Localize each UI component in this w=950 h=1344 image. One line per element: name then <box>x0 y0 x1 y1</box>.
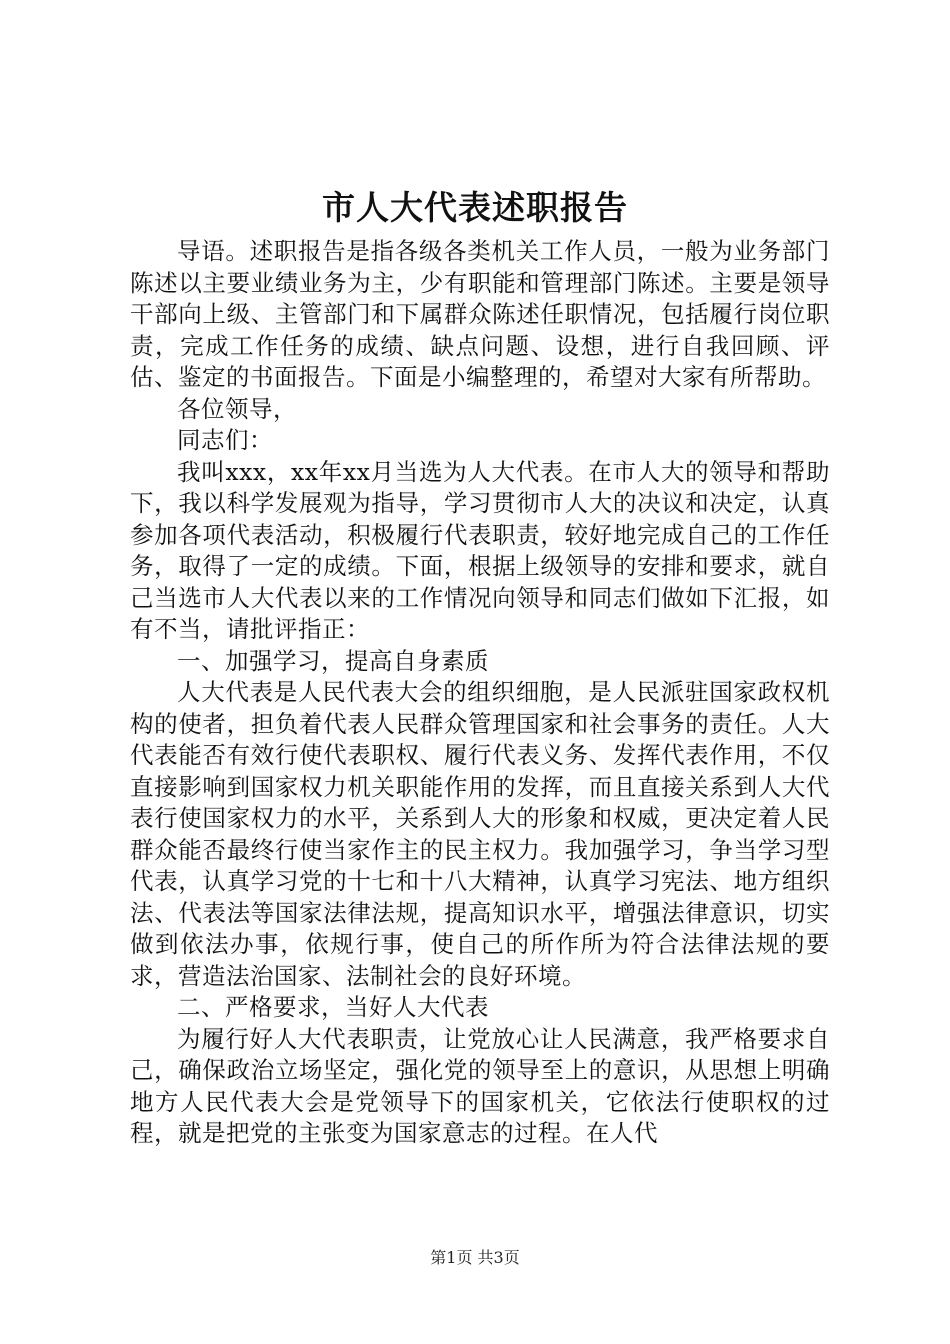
salutation-comrades: 同志们： <box>177 426 273 454</box>
salutation-leaders: 各位领导， <box>177 394 297 423</box>
section-1-paragraph: 人大代表是人民代表大会的组织细胞，是人民派驻国家政权机构的使者，担负着代表人民群众管理国家和社会事务的责任。人大代表能否有效行使代表职权、履行代表义务、发挥代表作用，不仅直接影响到国家权力机关职能作用的发挥，而且直接关系到人大代表行使国家权力的水平，关系到人大的形象和权威，更决定着人民群众能否最终行使当家作主的民主权力。我加强学习，争当学习型代表，认真学习党的十七和十八大精神，认真学习宪法、地方组织法、代表法等国家法律法规，提高知识水平，增强法律意识，切实做到依法办事，依规行事，使自己的所作所为符合法律法规的要求，营造法治国家、法制社会的良好环境。 <box>130 678 830 990</box>
section-2-paragraph: 为履行好人大代表职责，让党放心让人民满意，我严格要求自己，确保政治立场坚定，强化党的领导至上的意识，从思想上明确地方人民代表大会是党领导下的国家机关，它依法行使职权的过程，就是把党的主张变为国家意志的过程。在人代 <box>130 1024 830 1147</box>
document-body <box>130 236 830 1150</box>
document-title: 市人大代表述职报告 <box>322 188 628 227</box>
section-heading-1: 一、加强学习，提高自身素质 <box>177 646 489 675</box>
opening-paragraph: 我叫xxx，xx年xx月当选为人大代表。在市人大的领导和帮助下，我以科学发展观为指导，学习贯彻市人大的决议和决定，认真参加各项代表活动，积极履行代表职责，较好地完成自己的工作任务，取得了一定的成绩。下面，根据上级领导的安排和要求，就自己当选市人大代表以来的工作情况向领导和同志们做如下汇报，如有不当，请批评指正： <box>130 457 830 643</box>
intro-paragraph: 导语。述职报告是指各级各类机关工作人员，一般为业务部门陈述以主要业绩业务为主，少有职能和管理部门陈述。主要是领导干部向上级、主管部门和下属群众陈述任职情况，包括履行岗位职责，完成工作任务的成绩、缺点问题、设想，进行自我回顾、评估、鉴定的书面报告。下面是小编整理的，希望对大家有所帮助。 <box>130 237 830 391</box>
page-number-footer: 第1页 共3页 <box>430 1248 520 1267</box>
section-heading-2: 二、严格要求，当好人大代表 <box>177 993 489 1021</box>
